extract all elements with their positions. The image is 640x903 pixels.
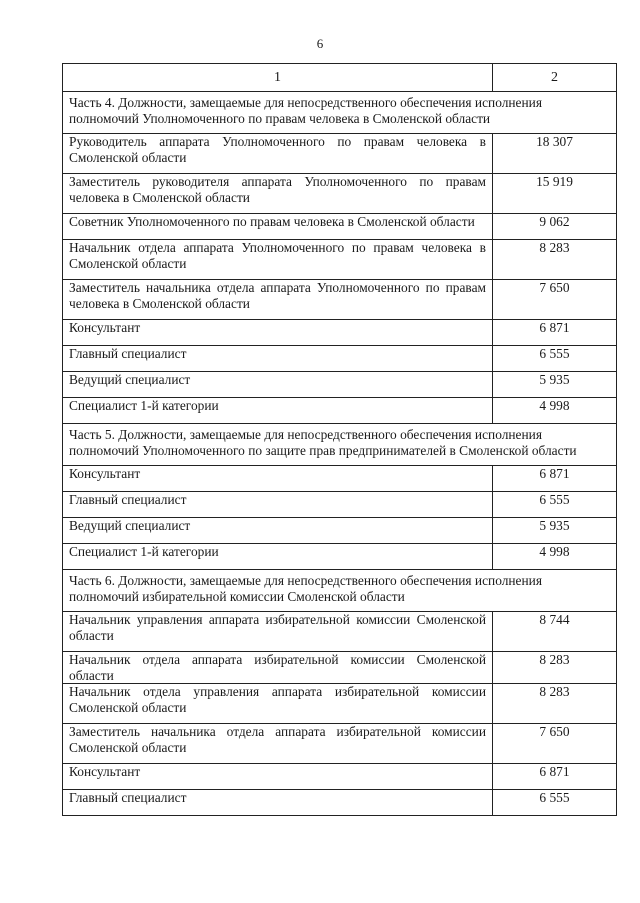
table-row <box>63 174 617 214</box>
table-row <box>63 492 617 518</box>
salary-value-cell: 4 998 <box>493 398 617 424</box>
section-heading-row <box>63 424 617 466</box>
salary-value-cell: 7 650 <box>493 280 617 320</box>
salary-value-cell: 15 919 <box>493 174 617 214</box>
position-name-cell: Специалист 1-й категории <box>63 544 493 570</box>
salary-value-cell: 5 935 <box>493 518 617 544</box>
position-name-cell: Консультант <box>63 466 493 492</box>
position-name-cell: Главный специалист <box>63 346 493 372</box>
salary-value-cell: 8 283 <box>493 240 617 280</box>
position-name-cell: Консультант <box>63 764 493 790</box>
position-name-cell: Консультант <box>63 320 493 346</box>
position-name-cell: Заместитель руководителя аппарата Уполномоченного по правам человека в Смоленской области <box>63 174 493 214</box>
table-row <box>63 280 617 320</box>
table-row <box>63 214 617 240</box>
table-row <box>63 684 617 724</box>
salary-value-cell: 4 998 <box>493 544 617 570</box>
position-name-cell: Главный специалист <box>63 790 493 816</box>
position-name-cell: Начальник отдела аппарата избирательной комиссии Смоленской области <box>63 652 493 684</box>
position-name-cell: Руководитель аппарата Уполномоченного по правам человека в Смоленской области <box>63 134 493 174</box>
position-name-cell: Начальник отдела управления аппарата избирательной комиссии Смоленской области <box>63 684 493 724</box>
position-name-cell: Начальник управления аппарата избирательной комиссии Смоленской области <box>63 612 493 652</box>
table-row <box>63 544 617 570</box>
column-header-1: 1 <box>63 64 493 92</box>
table-header-row <box>63 64 617 92</box>
position-name-cell: Советник Уполномоченного по правам человека в Смоленской области <box>63 214 493 240</box>
table-row <box>63 134 617 174</box>
salary-value-cell: 8 283 <box>493 684 617 724</box>
salary-value-cell: 6 871 <box>493 466 617 492</box>
section-heading-row <box>63 570 617 612</box>
salary-value-cell: 6 555 <box>493 346 617 372</box>
salary-value-cell: 5 935 <box>493 372 617 398</box>
salary-value-cell: 6 871 <box>493 320 617 346</box>
table-row <box>63 790 617 816</box>
table-row <box>63 372 617 398</box>
salary-table-body <box>63 64 617 816</box>
table-row <box>63 518 617 544</box>
page-number: 6 <box>316 36 324 51</box>
position-name-cell: Заместитель начальника отдела аппарата избирательной комиссии Смоленской области <box>63 724 493 764</box>
position-name-cell: Ведущий специалист <box>63 372 493 398</box>
section-title: Часть 6. Должности, замещаемые для непосредственного обеспечения исполнения полномочий избирательной комиссии Смоленской области <box>63 570 617 612</box>
section-title: Часть 4. Должности, замещаемые для непосредственного обеспечения исполнения полномочий Уполномоченного по правам человека в Смоленской области <box>63 92 617 134</box>
table-row <box>63 320 617 346</box>
table-row <box>63 240 617 280</box>
table-row <box>63 466 617 492</box>
salary-value-cell: 8 744 <box>493 612 617 652</box>
position-name-cell: Специалист 1-й категории <box>63 398 493 424</box>
section-title: Часть 5. Должности, замещаемые для непосредственного обеспечения исполнения полномочий Уполномоченного по защите прав предпринимателей в Смоленской области <box>63 424 617 466</box>
column-header-2: 2 <box>493 64 617 92</box>
salary-value-cell: 18 307 <box>493 134 617 174</box>
position-name-cell: Главный специалист <box>63 492 493 518</box>
salary-value-cell: 6 555 <box>493 790 617 816</box>
table-row <box>63 398 617 424</box>
salary-value-cell: 6 871 <box>493 764 617 790</box>
section-heading-row <box>63 92 617 134</box>
table-row <box>63 764 617 790</box>
salary-value-cell: 9 062 <box>493 214 617 240</box>
salary-value-cell: 7 650 <box>493 724 617 764</box>
position-name-cell: Ведущий специалист <box>63 518 493 544</box>
salary-value-cell: 8 283 <box>493 652 617 684</box>
salary-table <box>62 63 617 816</box>
position-name-cell: Заместитель начальника отдела аппарата Уполномоченного по правам человека в Смоленской области <box>63 280 493 320</box>
table-row <box>63 724 617 764</box>
table-row <box>63 612 617 652</box>
salary-value-cell: 6 555 <box>493 492 617 518</box>
table-row <box>63 346 617 372</box>
position-name-cell: Начальник отдела аппарата Уполномоченного по правам человека в Смоленской области <box>63 240 493 280</box>
table-row <box>63 652 617 684</box>
